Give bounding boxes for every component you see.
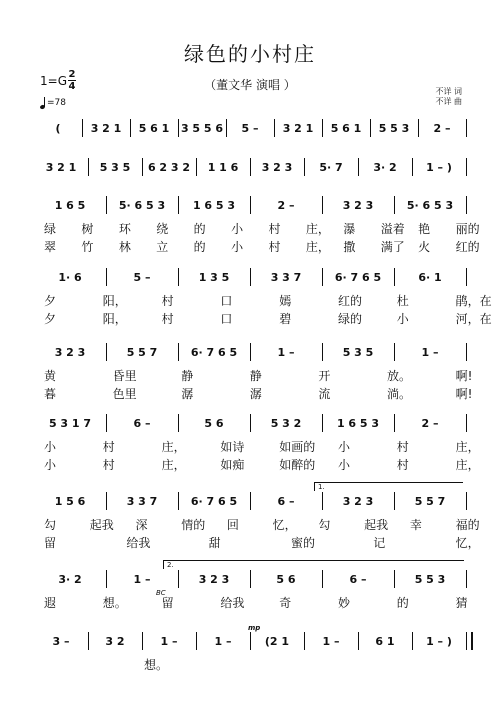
lyric-syllable: 潺 bbox=[181, 387, 194, 401]
measure: 3 3 7 bbox=[126, 494, 158, 508]
lyric-syllable: 流 bbox=[318, 387, 331, 401]
lyric-syllable: 小 bbox=[231, 240, 244, 254]
time-bottom: 4 bbox=[68, 81, 76, 92]
lyric-syllable: 火 bbox=[418, 240, 431, 254]
measure: 1 – ) bbox=[426, 634, 452, 648]
bc-mark: BC bbox=[156, 589, 166, 597]
measure: 5 3 1 7 bbox=[48, 416, 92, 430]
measure: 3 2 1 bbox=[90, 121, 122, 135]
barline bbox=[466, 414, 467, 432]
lyric-syllable: 想。 bbox=[102, 596, 127, 610]
lyric-syllable: 村 bbox=[268, 240, 281, 254]
lyric-syllable: 杜 bbox=[396, 294, 409, 308]
barline bbox=[466, 632, 473, 650]
lyric-syllable: 红的 bbox=[338, 294, 363, 308]
barline bbox=[394, 196, 395, 214]
lyric-line bbox=[0, 534, 500, 548]
barline bbox=[466, 492, 467, 510]
lyric-line bbox=[0, 456, 500, 470]
barline bbox=[466, 119, 467, 137]
second-ending-bracket bbox=[163, 560, 464, 569]
lyric-syllable: 勾 bbox=[44, 518, 57, 532]
lyric-syllable: 小 bbox=[396, 312, 409, 326]
lyric-line bbox=[0, 656, 500, 670]
lyric-syllable: 的 bbox=[193, 222, 206, 236]
staff-row bbox=[0, 492, 500, 510]
staff-row bbox=[0, 632, 500, 650]
measure: 3 2 3 bbox=[261, 160, 293, 174]
time-top: 2 bbox=[68, 69, 76, 80]
measure: 6 2 3 2 bbox=[147, 160, 191, 174]
lyric-syllable: 暮 bbox=[44, 387, 57, 401]
measure: 2 – bbox=[277, 198, 295, 212]
staff-row bbox=[0, 414, 500, 432]
lyric-syllable: 起我 bbox=[89, 518, 114, 532]
lyric-syllable: 啊! bbox=[455, 387, 473, 401]
measure: 5· 7 bbox=[319, 160, 343, 174]
lyric-syllable: 小 bbox=[44, 458, 57, 472]
song-title: 绿色的小村庄 bbox=[184, 42, 316, 66]
staff-row bbox=[0, 119, 500, 137]
measure: 5 5 3 bbox=[414, 572, 446, 586]
lyric-syllable: 庄， bbox=[455, 458, 480, 472]
measure: 3· 2 bbox=[58, 572, 82, 586]
lyric-syllable: 翠 bbox=[44, 240, 57, 254]
barline bbox=[250, 196, 251, 214]
lyric-syllable: 遐 bbox=[44, 596, 57, 610]
barline bbox=[466, 343, 467, 361]
quarter-note-icon bbox=[40, 97, 45, 109]
measure: 6· 1 bbox=[418, 270, 442, 284]
lyric-syllable: 奇 bbox=[279, 596, 292, 610]
measure: 5 3 5 bbox=[342, 345, 374, 359]
lyric-syllable: 放。 bbox=[387, 369, 412, 383]
barline bbox=[358, 632, 359, 650]
barline bbox=[178, 196, 179, 214]
lyric-syllable: 河，在 bbox=[455, 312, 492, 326]
barline bbox=[226, 119, 227, 137]
measure: 5 5 3 bbox=[378, 121, 410, 135]
lyric-line bbox=[0, 385, 500, 399]
measure: 6 – bbox=[133, 416, 151, 430]
barline bbox=[106, 343, 107, 361]
measure: 1 – bbox=[160, 634, 178, 648]
staff-row bbox=[0, 570, 500, 588]
barline bbox=[250, 414, 251, 432]
lyric-syllable: 潺 bbox=[249, 387, 262, 401]
key-prefix: 1=G bbox=[40, 73, 67, 88]
lyric-line bbox=[0, 594, 500, 608]
lyric-syllable: 夕 bbox=[44, 312, 57, 326]
measure: 5 – bbox=[241, 121, 259, 135]
lyric-syllable: 开 bbox=[318, 369, 331, 383]
barline bbox=[88, 632, 89, 650]
lyric-syllable: 的 bbox=[193, 240, 206, 254]
measure: 1 – bbox=[214, 634, 232, 648]
measure: 1 5 6 bbox=[54, 494, 86, 508]
lyric-syllable: 村 bbox=[396, 458, 409, 472]
measure: 6 1 bbox=[375, 634, 395, 648]
lyricist-credit: 不详 词 bbox=[435, 87, 462, 96]
lyric-syllable: 淌。 bbox=[387, 387, 412, 401]
measure: 3 2 3 bbox=[342, 198, 374, 212]
lyric-line bbox=[0, 220, 500, 234]
staff-row bbox=[0, 196, 500, 214]
barline bbox=[412, 632, 413, 650]
lyric-syllable: 阳， bbox=[102, 294, 127, 308]
barline bbox=[250, 268, 251, 286]
barline bbox=[394, 268, 395, 286]
barline bbox=[466, 268, 467, 286]
key-signature bbox=[40, 70, 76, 91]
barline bbox=[466, 158, 467, 176]
measure: 6 – bbox=[277, 494, 295, 508]
lyric-syllable: 黄 bbox=[44, 369, 57, 383]
lyric-syllable: 静 bbox=[181, 369, 194, 383]
lyric-syllable: 村 bbox=[102, 440, 115, 454]
lyric-syllable: 绿的 bbox=[338, 312, 363, 326]
lyric-syllable: 的 bbox=[396, 596, 409, 610]
barline bbox=[466, 196, 467, 214]
barline bbox=[88, 158, 89, 176]
lyric-syllable: 口 bbox=[220, 294, 233, 308]
staff-row bbox=[0, 158, 500, 176]
lyric-syllable: 给我 bbox=[126, 536, 151, 550]
measure: 3 – bbox=[52, 634, 70, 648]
lyric-syllable: 小 bbox=[231, 222, 244, 236]
lyric-syllable: 满了 bbox=[380, 240, 405, 254]
lyric-syllable: 树 bbox=[81, 222, 94, 236]
barline bbox=[274, 119, 275, 137]
lyric-line bbox=[0, 438, 500, 452]
measure: 5 6 bbox=[276, 572, 296, 586]
lyric-syllable: 庄， bbox=[305, 240, 330, 254]
measure: 1 – bbox=[133, 572, 151, 586]
lyric-syllable: 啊! bbox=[455, 369, 473, 383]
lyric-syllable: 庄， bbox=[305, 222, 330, 236]
measure: 5 3 5 bbox=[99, 160, 131, 174]
barline bbox=[358, 158, 359, 176]
measure: 3 2 3 bbox=[198, 572, 230, 586]
barline bbox=[142, 632, 143, 650]
measure: 5 6 1 bbox=[138, 121, 170, 135]
barline bbox=[322, 570, 323, 588]
lyric-line bbox=[0, 238, 500, 252]
lyric-syllable: 绿 bbox=[44, 222, 57, 236]
measure: 5 6 bbox=[204, 416, 224, 430]
measure: 1 – bbox=[322, 634, 340, 648]
lyric-syllable: 忆， bbox=[272, 518, 297, 532]
lyric-syllable: 竹 bbox=[81, 240, 94, 254]
measure: 5 5 7 bbox=[126, 345, 158, 359]
lyric-syllable: 溢着 bbox=[380, 222, 405, 236]
lyric-syllable: 村 bbox=[161, 312, 174, 326]
barline bbox=[466, 570, 467, 588]
lyric-syllable: 静 bbox=[249, 369, 262, 383]
barline bbox=[322, 492, 323, 510]
lyric-syllable: 如醉的 bbox=[279, 458, 316, 472]
lyric-syllable: 留 bbox=[161, 596, 174, 610]
measure: 6 – bbox=[349, 572, 367, 586]
measure: 5· 6 5 3 bbox=[118, 198, 166, 212]
lyric-syllable: 林 bbox=[118, 240, 131, 254]
lyric-syllable: 村 bbox=[102, 458, 115, 472]
lyric-syllable: 如痴 bbox=[220, 458, 245, 472]
barline bbox=[178, 492, 179, 510]
barline bbox=[304, 632, 305, 650]
measure: 1 3 5 bbox=[198, 270, 230, 284]
measure: 2 – bbox=[421, 416, 439, 430]
lyric-line bbox=[0, 516, 500, 530]
measure: 6· 7 6 5 bbox=[190, 345, 238, 359]
lyric-syllable: 深 bbox=[135, 518, 148, 532]
measure: 5 6 1 bbox=[330, 121, 362, 135]
barline bbox=[178, 119, 179, 137]
lyric-line bbox=[0, 367, 500, 381]
measure: 5 5 7 bbox=[414, 494, 446, 508]
lyric-syllable: 留 bbox=[44, 536, 57, 550]
barline bbox=[250, 158, 251, 176]
barline bbox=[394, 570, 395, 588]
measure: 3 2 bbox=[105, 634, 125, 648]
barline bbox=[322, 414, 323, 432]
lyric-syllable: 甜 bbox=[208, 536, 221, 550]
lyric-syllable: 夕 bbox=[44, 294, 57, 308]
lyric-syllable: 丽的 bbox=[455, 222, 480, 236]
barline bbox=[142, 158, 143, 176]
measure: 1· 6 bbox=[58, 270, 82, 284]
lyric-syllable: 回 bbox=[226, 518, 239, 532]
measure: 5 3 2 bbox=[270, 416, 302, 430]
measure: 3 5 5 6 bbox=[180, 121, 224, 135]
measure: 3 3 7 bbox=[270, 270, 302, 284]
barline bbox=[322, 268, 323, 286]
staff-row bbox=[0, 268, 500, 286]
lyric-syllable: 瀑 bbox=[343, 222, 356, 236]
measure: 1 6 5 3 bbox=[336, 416, 380, 430]
barline bbox=[394, 492, 395, 510]
measure: (2 1 bbox=[264, 634, 290, 648]
lyric-syllable: 起我 bbox=[364, 518, 389, 532]
barline bbox=[250, 343, 251, 361]
barline bbox=[394, 414, 395, 432]
barline bbox=[106, 268, 107, 286]
measure: ( bbox=[55, 121, 61, 135]
lyric-syllable: 蜜的 bbox=[290, 536, 315, 550]
measure: 5 – bbox=[133, 270, 151, 284]
barline bbox=[178, 570, 179, 588]
lyric-syllable: 色里 bbox=[112, 387, 137, 401]
lyric-syllable: 猜 bbox=[455, 596, 468, 610]
lyric-syllable: 村 bbox=[268, 222, 281, 236]
lyric-syllable: 庄， bbox=[161, 458, 186, 472]
lyric-syllable: 阳， bbox=[102, 312, 127, 326]
barline bbox=[304, 158, 305, 176]
lyric-syllable: 嫣 bbox=[279, 294, 292, 308]
lyric-syllable: 村 bbox=[396, 440, 409, 454]
lyric-syllable: 碧 bbox=[279, 312, 292, 326]
measure: 3 2 1 bbox=[282, 121, 314, 135]
barline bbox=[178, 268, 179, 286]
song-subtitle: （董文华 演唱 ） bbox=[204, 78, 296, 92]
barline bbox=[370, 119, 371, 137]
measure: 6· 7 6 5 bbox=[190, 494, 238, 508]
lyric-syllable: 鹃，在 bbox=[455, 294, 492, 308]
barline bbox=[250, 570, 251, 588]
second-ending-number: 2. bbox=[167, 561, 174, 569]
lyric-syllable: 幸 bbox=[409, 518, 422, 532]
lyric-syllable: 情的 bbox=[181, 518, 206, 532]
tempo-mark bbox=[40, 97, 66, 109]
lyric-line bbox=[0, 292, 500, 306]
measure: 3 2 3 bbox=[54, 345, 86, 359]
measure: 3 2 3 bbox=[342, 494, 374, 508]
barline bbox=[250, 632, 251, 650]
barline bbox=[322, 196, 323, 214]
measure: 1 – ) bbox=[426, 160, 452, 174]
lyric-syllable: 如诗 bbox=[220, 440, 245, 454]
measure: 1 – bbox=[277, 345, 295, 359]
composer-credit: 不详 曲 bbox=[435, 97, 462, 106]
measure: 1 1 6 bbox=[207, 160, 239, 174]
lyric-syllable: 撒 bbox=[343, 240, 356, 254]
measure: 6· 7 6 5 bbox=[334, 270, 382, 284]
barline bbox=[178, 343, 179, 361]
lyric-syllable: 立 bbox=[156, 240, 169, 254]
lyric-syllable: 想。 bbox=[144, 658, 169, 672]
lyric-syllable: 小 bbox=[44, 440, 57, 454]
lyric-syllable: 勾 bbox=[318, 518, 331, 532]
lyric-syllable: 如画的 bbox=[279, 440, 316, 454]
lyric-syllable: 妙 bbox=[338, 596, 351, 610]
measure: 2 – bbox=[433, 121, 451, 135]
measure: 3 2 1 bbox=[45, 160, 77, 174]
lyric-syllable: 记 bbox=[373, 536, 386, 550]
barline bbox=[178, 414, 179, 432]
barline bbox=[250, 492, 251, 510]
lyric-syllable: 红的 bbox=[455, 240, 480, 254]
measure: 5· 6 5 3 bbox=[406, 198, 454, 212]
tempo-value: =78 bbox=[47, 98, 66, 108]
time-signature bbox=[68, 70, 76, 91]
barline bbox=[106, 196, 107, 214]
barline bbox=[196, 632, 197, 650]
lyric-line bbox=[0, 310, 500, 324]
lyric-syllable: 昏里 bbox=[112, 369, 137, 383]
barline bbox=[106, 570, 107, 588]
lyric-syllable: 绕 bbox=[156, 222, 169, 236]
barline bbox=[196, 158, 197, 176]
lyric-syllable: 小 bbox=[338, 440, 351, 454]
lyric-syllable: 艳 bbox=[418, 222, 431, 236]
lyric-syllable: 村 bbox=[161, 294, 174, 308]
lyric-syllable: 给我 bbox=[220, 596, 245, 610]
lyric-syllable: 庄， bbox=[455, 440, 480, 454]
lyric-syllable: 环 bbox=[118, 222, 131, 236]
lyric-syllable: 福的 bbox=[455, 518, 480, 532]
barline bbox=[82, 119, 83, 137]
lyric-syllable: 庄， bbox=[161, 440, 186, 454]
first-ending-number: 1. bbox=[318, 483, 325, 491]
lyric-syllable: 忆， bbox=[455, 536, 480, 550]
dynamic-mark: mp bbox=[248, 624, 261, 632]
measure: 3· 2 bbox=[373, 160, 397, 174]
barline bbox=[130, 119, 131, 137]
lyric-syllable: 口 bbox=[220, 312, 233, 326]
staff-row bbox=[0, 343, 500, 361]
barline bbox=[322, 343, 323, 361]
barline bbox=[394, 343, 395, 361]
first-ending-bracket bbox=[314, 482, 463, 491]
measure: 1 – bbox=[421, 345, 439, 359]
lyric-syllable: 小 bbox=[338, 458, 351, 472]
barline bbox=[418, 119, 419, 137]
barline bbox=[322, 119, 323, 137]
measure: 1 6 5 bbox=[54, 198, 86, 212]
barline bbox=[412, 158, 413, 176]
measure: 1 6 5 3 bbox=[192, 198, 236, 212]
barline bbox=[106, 414, 107, 432]
barline bbox=[106, 492, 107, 510]
